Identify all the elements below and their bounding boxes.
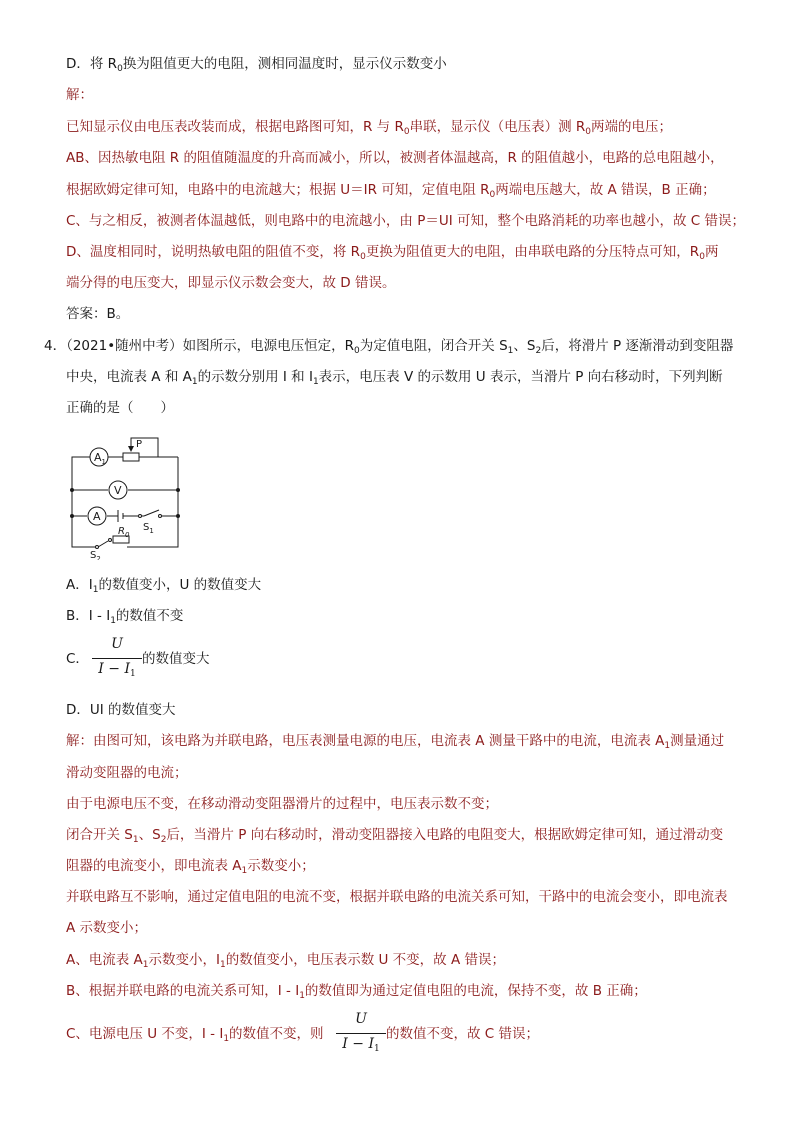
ammeter-a-label: A — [93, 510, 101, 523]
prev-solution-line-4: C、与之相反，被测者体温越低，则电路中的电流越小，由 P＝UI 可知，整个电路消耗的功率也越小，故 C 错误； — [66, 213, 746, 229]
q4-solution-fraction — [336, 1011, 386, 1063]
fraction-denominator: $I - I_1$ — [98, 661, 136, 679]
fraction-numerator: U — [111, 636, 123, 652]
prev-solution-line-1: 已知显示仪由电压表改装而成，根据电路图可知，R 与 $R_0$串联，显示仪（电压表）测 $R_0$两端的电压； — [66, 119, 672, 137]
q4-option-c-label: C． — [66, 651, 89, 667]
q4-solution-line-10-start: C、电源电压 U 不变，I - $I_1$的数值不变，则 — [66, 1026, 324, 1044]
q4-solution-line-10-end: 的数值不变，故 C 错误； — [386, 1026, 540, 1042]
circuit-diagram — [60, 428, 190, 560]
q4-option-d: D．UI 的数值变大 — [66, 702, 176, 718]
q4-solution-line-4: 闭合开关 $S_1$、$S_2$后，当滑片 P 向右移动时，滑动变阻器接入电路的电阻变大，根据欧姆定律可知，通过滑动变 — [66, 827, 724, 845]
q4-solution-line-8: A、电流表 $A_1$示数变小，$I_1$的数值变小，电压表示数 U 不变，故 A 错误； — [66, 952, 505, 970]
q4-solution-line-9: B、根据并联电路的电流关系可知，I - $I_1$的数值即为通过定值电阻的电流，保持不变，故 B 正确； — [66, 983, 647, 1001]
q4-stem-line-3: 正确的是（ ） — [66, 400, 174, 416]
q4-solution-line-5: 阻器的电流变小，即电流表 $A_1$示数变小； — [66, 858, 315, 876]
prev-option-d: D．将 $R_0$换为阻值更大的电阻，测相同温度时，显示仪示数变小 — [66, 56, 447, 74]
prev-answer: 答案：B。 — [66, 306, 130, 322]
q4-stem-line-1: 4．（2021•随州中考）如图所示，电源电压恒定，$R_0$为定值电阻，闭合开关 $S_1$、$S_2$后，将滑片 P 逐渐滑动到变阻器 — [44, 338, 734, 356]
prev-solution-line-2: AB、因热敏电阻 R 的阻值随温度的升高而减小，所以，被测者体温越高，R 的阻值越小，电路的总电阻越小， — [66, 150, 724, 166]
q4-solution-line-7: A 示数变小； — [66, 920, 148, 936]
prev-solution-line-5: D、温度相同时，说明热敏电阻的阻值不变，将 $R_0$更换为阻值更大的电阻，由串联电路的分压特点可知，$R_0$两 — [66, 244, 719, 262]
fraction-bar — [336, 1033, 386, 1034]
q4-stem-line-2: 中央，电流表 A 和 $A_1$的示数分别用 I 和 $I_1$表示，电压表 V 的示数用 U 表示，当滑片 P 向右移动时，下列判断 — [66, 369, 723, 387]
q4-solution-line-6: 并联电路互不影响，通过定值电阻的电流不变，根据并联电路的电流关系可知，干路中的电流会变小，即电流表 — [66, 889, 728, 905]
switch-s1-label: $S_1$ — [143, 522, 154, 535]
fraction-bar — [92, 658, 142, 659]
q4-option-c-text: 的数值变大 — [142, 651, 210, 667]
resistor-r0-label: $R_0$ — [118, 526, 130, 539]
voltmeter-label: V — [114, 484, 122, 497]
q4-option-c-fraction — [92, 636, 142, 688]
q4-option-a: A．$I_1$的数值变小，U 的数值变大 — [66, 577, 262, 595]
q4-option-b: B．I - $I_1$的数值不变 — [66, 608, 184, 626]
ammeter-a1-label: $A_1$ — [94, 451, 106, 466]
prev-solution-label: 解： — [66, 87, 93, 103]
fraction-denominator: $I - I_1$ — [342, 1036, 380, 1054]
slider-p-label: P — [136, 439, 143, 450]
q4-solution-line-2: 滑动变阻器的电流； — [66, 765, 188, 781]
fraction-numerator: U — [355, 1011, 367, 1027]
prev-solution-line-6: 端分得的电压变大，即显示仪示数会变大，故 D 错误。 — [66, 275, 396, 291]
q4-solution-line-3: 由于电源电压不变，在移动滑动变阻器滑片的过程中，电压表示数不变； — [66, 796, 498, 812]
q4-solution-line-1: 解：由图可知，该电路为并联电路，电压表测量电源的电压，电流表 A 测量干路中的电流，电流表 $A_1$测量通过 — [66, 733, 725, 751]
switch-s2-label: $S_2$ — [90, 550, 101, 560]
prev-solution-line-3: 根据欧姆定律可知，电路中的电流越大；根据 U＝IR 可知，定值电阻 $R_0$两端电压越大，故 A 错误，B 正确； — [66, 182, 716, 200]
